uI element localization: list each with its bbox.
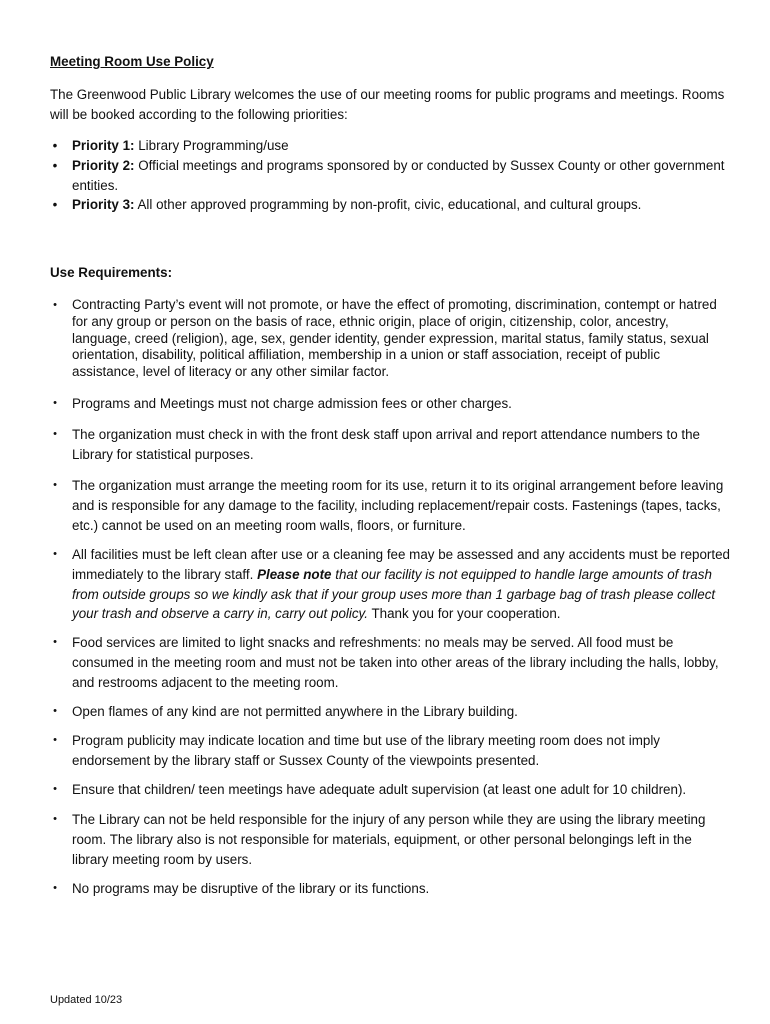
requirement-text: Program publicity may indicate location and time but use of the library meeting room does not imply endorsement by the library staff or Sussex County of the viewpoints presented.	[72, 733, 660, 768]
requirement-text: Contracting Party’s event will not promote, or have the effect of promoting, discrimination, contempt or hatred for any group or person on the basis of race, ethnic origin, place of origin, citizenship, color, ancestry, language, creed (religion), age, sex, gender identity, gender expression, marital status, family status, sexual orientation, disability, political affiliation, membership in a union or staff association, receipt of public assistance, level of literacy or any other similar factor.	[72, 297, 717, 380]
please-note: Please note	[257, 566, 332, 582]
cleaning-thanks: Thank you for your cooperation.	[367, 606, 561, 622]
requirement-item	[50, 731, 730, 771]
bullet: •	[53, 428, 57, 440]
bullet: •	[52, 138, 58, 153]
intro-paragraph: The Greenwood Public Library welcomes the use of our meeting rooms for public programs and meetings. Rooms will be booked according to the following priorities:	[50, 87, 725, 122]
use-requirements-heading: Use Requirements:	[50, 265, 173, 280]
bullet: •	[53, 882, 57, 894]
bullet: •	[53, 479, 57, 491]
requirement-text: Food services are limited to light snacks and refreshments: no meals may be served. All food must be consumed in the meeting room and must not be taken into other areas of the library including the halls, lobby, and restrooms adjacent to the meeting room.	[72, 635, 719, 690]
bullet: •	[53, 548, 57, 560]
priority-text: All other approved programming by non-profit, civic, educational, and cultural groups.	[134, 197, 642, 212]
cleaning-italic-text: that our facility is not equipped to handle large amounts of trash from outside groups so we kindly ask that if your group uses more than 1 garbage bag of trash please collect your trash and observe a carry in, carry out policy.	[72, 566, 716, 622]
priority-item-3	[50, 195, 730, 215]
priority-item-1	[50, 136, 730, 156]
requirement-item	[50, 879, 730, 899]
bullet: •	[53, 636, 57, 648]
bullet: •	[53, 299, 57, 311]
priority-label: Priority 2:	[72, 158, 135, 173]
requirement-item	[50, 633, 730, 692]
requirement-text: Ensure that children/ teen meetings have adequate adult supervision (at least one adult for 10 children).	[72, 782, 687, 797]
requirement-item	[50, 394, 730, 414]
priority-item-2	[50, 156, 730, 195]
requirement-item	[50, 425, 730, 465]
page-title: Meeting Room Use Policy	[50, 54, 214, 69]
requirement-text: The Library can not be held responsible for the injury of any person while they are using the library meeting room. The library also is not responsible for materials, equipment, or other personal belongings left in the library meeting room by users.	[72, 812, 706, 867]
requirement-text: The organization must arrange the meeting room for its use, return it to its original arrangement before leaving and is responsible for any damage to the facility, including replacement/repair costs. Fastenings (tapes, tacks, etc.) cannot be used on an meeting room walls, floors, or furniture.	[72, 478, 724, 533]
bullet: •	[53, 705, 57, 717]
requirement-item	[50, 476, 730, 535]
requirement-text: No programs may be disruptive of the library or its functions.	[72, 881, 430, 896]
requirement-item-cleaning	[50, 545, 730, 624]
requirement-text: The organization must check in with the front desk staff upon arrival and report attendance numbers to the Library for statistical purposes.	[72, 427, 700, 462]
bullet: •	[53, 734, 57, 746]
priority-text: Official meetings and programs sponsored by or conducted by Sussex County or other government entities.	[72, 158, 725, 193]
requirement-text: Open flames of any kind are not permitted anywhere in the Library building.	[72, 704, 518, 719]
requirement-item	[50, 780, 730, 800]
priority-text: Library Programming/use	[134, 138, 289, 153]
bullet: •	[53, 783, 57, 795]
bullet: •	[52, 197, 58, 212]
priority-label: Priority 1:	[72, 138, 135, 153]
requirement-item	[50, 297, 730, 381]
requirement-item	[50, 810, 730, 869]
bullet: •	[53, 397, 57, 409]
priority-label: Priority 3:	[72, 197, 135, 212]
bullet: •	[52, 158, 58, 173]
bullet: •	[53, 813, 57, 825]
requirement-text: Programs and Meetings must not charge admission fees or other charges.	[72, 396, 512, 411]
requirement-item	[50, 702, 730, 722]
footer-updated: Updated 10/23	[50, 994, 123, 1006]
cleaning-text: All facilities must be left clean after use or a cleaning fee may be assessed and any accidents must be reported immediately to the library staff.	[72, 547, 730, 582]
